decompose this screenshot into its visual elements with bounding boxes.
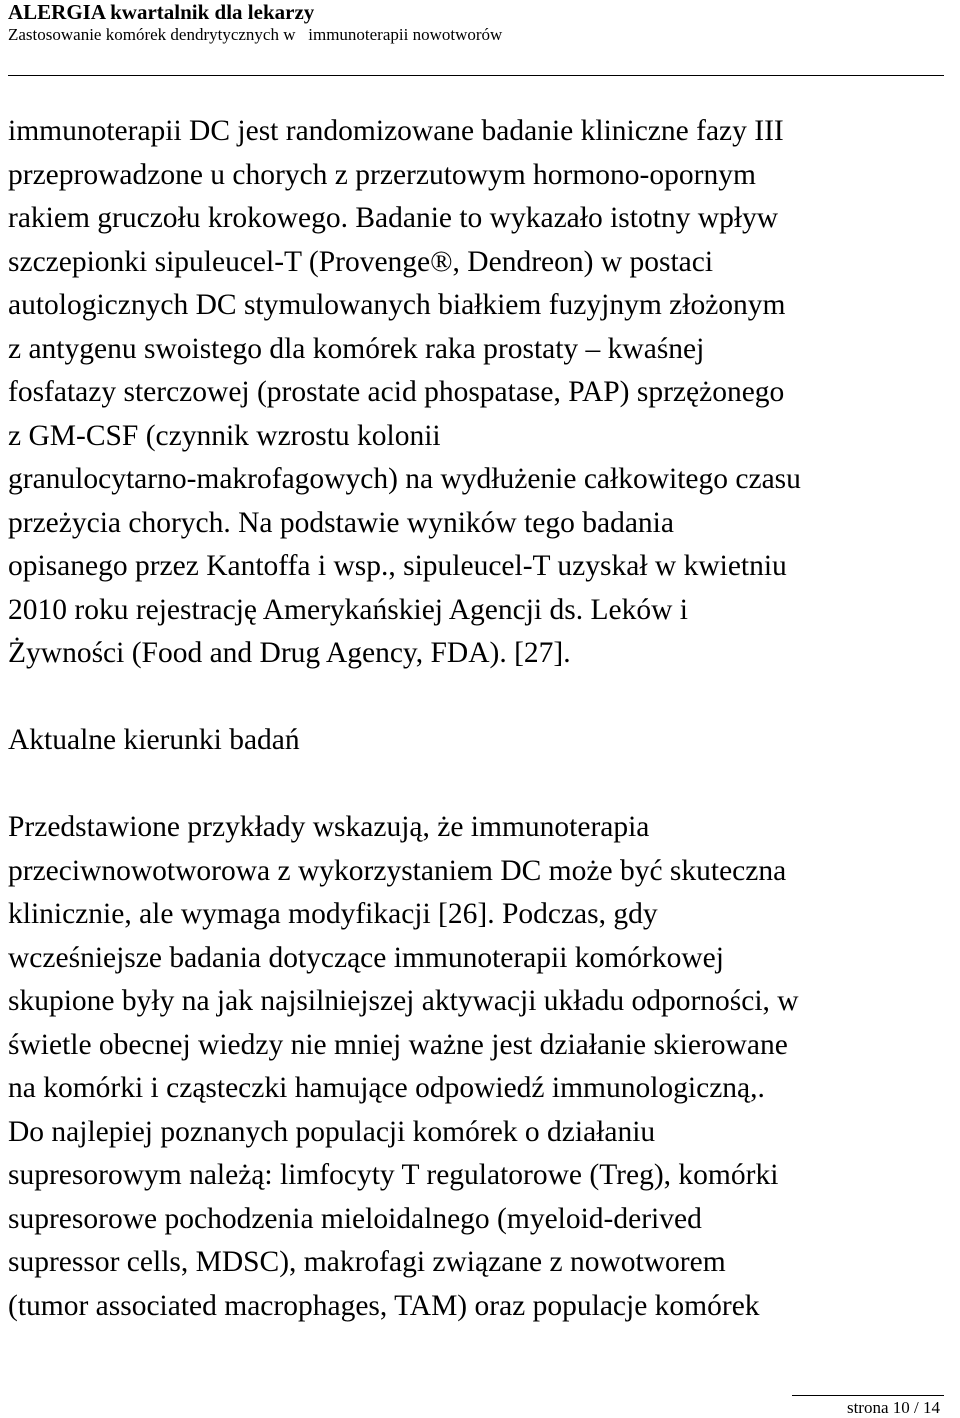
text-line: supresorowym należą: limfocyty T regulatorowe (Treg), komórki <box>8 1159 779 1191</box>
text-line: wcześniejsze badania dotyczące immunoterapii komórkowej <box>8 941 724 974</box>
page-number: strona 10 / 14 <box>846 1398 940 1417</box>
text-line: na komórki i cząsteczki hamujące odpowiedź immunologiczną,. <box>8 1072 765 1104</box>
text-line: 2010 roku rejestrację Amerykańskiej Agencji ds. Leków i <box>8 593 688 626</box>
paragraph-2 <box>8 806 954 1328</box>
text-line: z antygenu swoistego dla komórek raka prostaty – kwaśnej <box>8 332 705 365</box>
text-line: z GM-CSF (czynnik wzrostu kolonii <box>8 419 441 452</box>
text-line: przeprowadzone u chorych z przerzutowym hormono-opornym <box>8 158 756 191</box>
text-line: świetle obecnej wiedzy nie mniej ważne jest działanie skierowane <box>8 1028 788 1061</box>
text-line: klinicznie, ale wymaga modyfikacji [26]. Podczas, gdy <box>8 898 658 930</box>
text-line: przeciwnowotworowa z wykorzystaniem DC może być skuteczna <box>8 854 787 887</box>
text-line: opisanego przez Kantoffa i wsp., sipuleucel-T uzyskał w kwietniu <box>8 550 787 582</box>
text-line: skupione były na jak najsilniejszej aktywacji układu odporności, w <box>8 985 799 1017</box>
text-line: immunoterapii DC jest randomizowane badanie kliniczne fazy III <box>8 115 784 147</box>
section-heading-block <box>8 719 954 763</box>
document-body <box>8 110 954 1328</box>
text-line: Żywności (Food and Drug Agency, FDA). [27]. <box>8 637 571 669</box>
article-title: Zastosowanie komórek dendrytycznych w immunoterapii nowotworów <box>8 25 503 44</box>
text-line: przeżycia chorych. Na podstawie wyników tego badania <box>8 506 674 539</box>
text-line: fosfatazy sterczowej (prostate acid phospatase, PAP) sprzężonego <box>8 376 785 408</box>
journal-title: ALERGIA kwartalnik dla lekarzy <box>8 0 315 24</box>
footer-divider <box>792 1395 944 1396</box>
text-line: szczepionki sipuleucel-T (Provenge®, Dendreon) w postaci <box>8 245 714 278</box>
paragraph-1 <box>8 110 954 676</box>
text-line: granulocytarno-makrofagowych) na wydłużenie całkowitego czasu <box>8 463 801 495</box>
section-heading: Aktualne kierunki badań <box>8 724 300 756</box>
text-line: (tumor associated macrophages, TAM) oraz populacje komórek <box>8 1289 760 1322</box>
text-line: Przedstawione przykłady wskazują, że immunoterapia <box>8 811 650 843</box>
text-line: supresorowe pochodzenia mieloidalnego (myeloid-derived <box>8 1202 702 1235</box>
text-line: autologicznych DC stymulowanych białkiem fuzyjnym złożonym <box>8 289 786 321</box>
header-divider <box>8 75 944 76</box>
page-header <box>8 0 948 46</box>
text-line: supressor cells, MDSC), makrofagi związane z nowotworem <box>8 1246 726 1278</box>
text-line: rakiem gruczołu krokowego. Badanie to wykazało istotny wpływ <box>8 202 779 234</box>
text-line: Do najlepiej poznanych populacji komórek o działaniu <box>8 1115 656 1148</box>
